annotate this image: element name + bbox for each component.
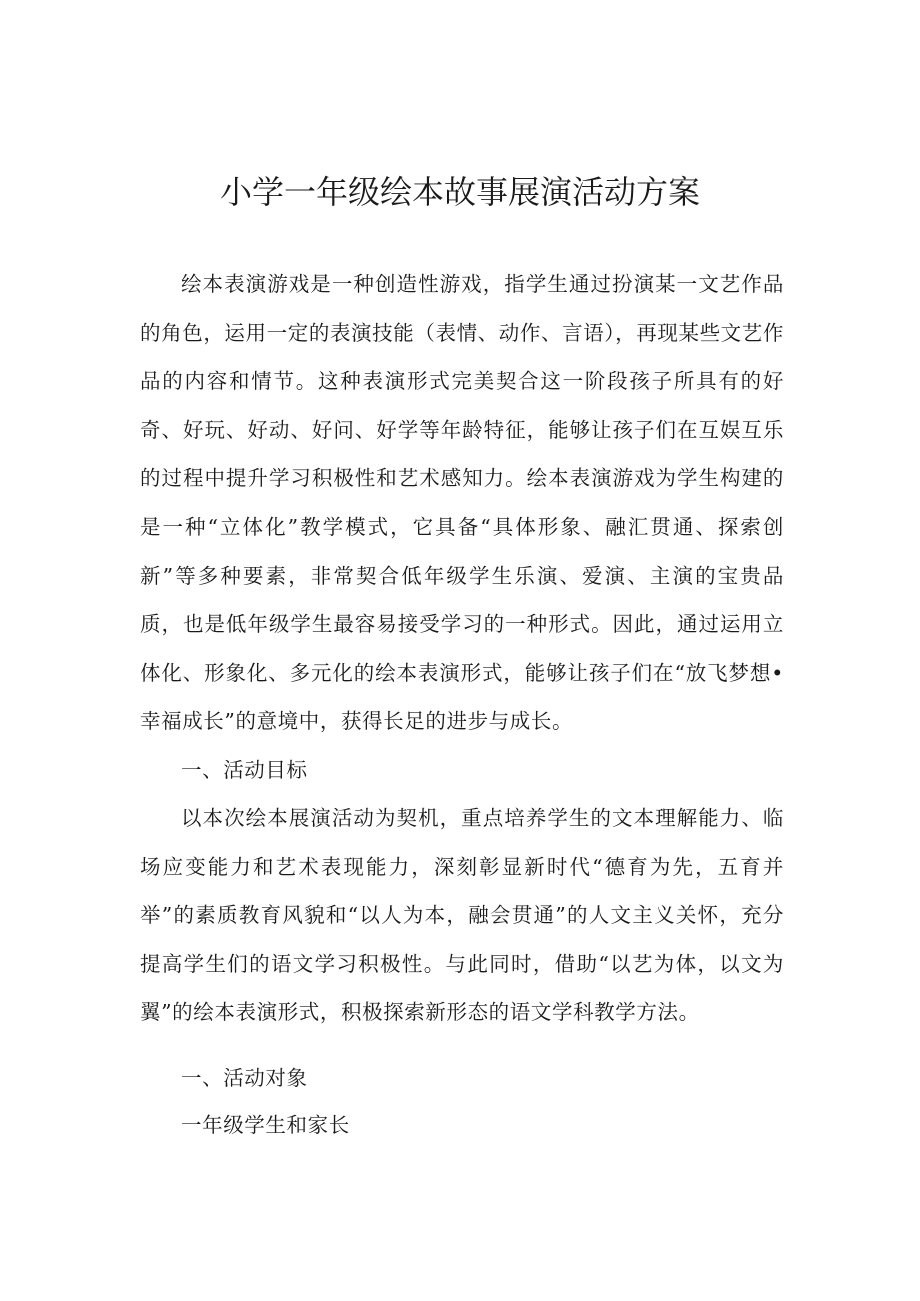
- intro-paragraph: 绘本表演游戏是一种创造性游戏，指学生通过扮演某一文艺作品的角色，运用一定的表演技能（表情、动作、言语），再现某些文艺作品的内容和情节。这种表演形式完美契合这一阶段孩子所具有的好奇、好玩、好动、好问、好学等年龄特征，能够让孩子们在互娱互乐的过程中提升学习积极性和艺术感知力。绘本表演游戏为学生构建的是一种“立体化”教学模式，它具备“具体形象、融汇贯通、探索创新”等多种要素，非常契合低年级学生乐演、爱演、主演的宝贵品质，也是低年级学生最容易接受学习的一种形式。因此，通过运用立体化、形象化、多元化的绘本表演形式，能够让孩子们在“放飞梦想•幸福成长”的意境中，获得长足的进步与成长。: [140, 272, 784, 734]
- document-title: 小学一年级绘本故事展演活动方案: [219, 173, 700, 211]
- section-heading-goals: 一、活动目标: [181, 758, 308, 782]
- section-heading-participants: 一、活动对象: [181, 1066, 308, 1090]
- goals-paragraph: 以本次绘本展演活动为契机，重点培养学生的文本理解能力、临场应变能力和艺术表现能力，深刻彰显新时代“德育为先，五育并举”的素质教育风貌和“以人为本，融会贯通”的人文主义关怀，充分提高学生们的语文学习积极性。与此同时，借助“以艺为体，以文为翼”的绘本表演形式，积极探索新形态的语文学科教学方法。: [140, 806, 784, 1025]
- participants-paragraph: 一年级学生和家长: [181, 1113, 350, 1137]
